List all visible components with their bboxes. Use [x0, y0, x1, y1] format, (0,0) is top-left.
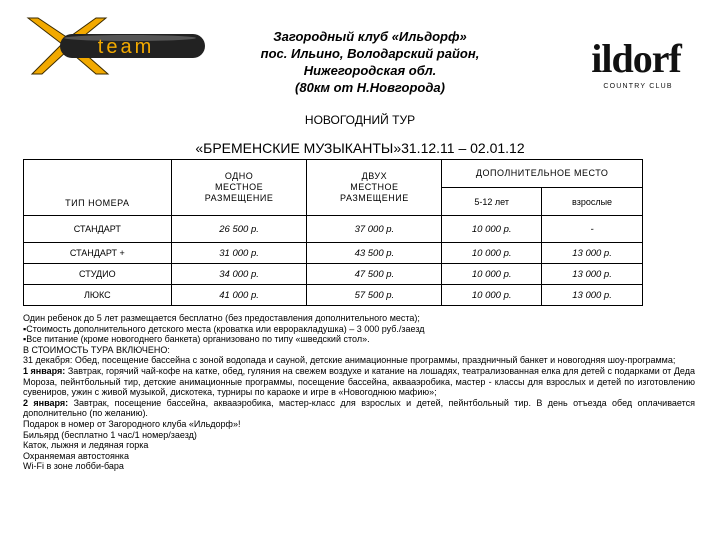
note-meals: ▪Все питание (кроме новогоднего банкета) организовано по типу «шведский стол».: [23, 334, 370, 345]
kids-price-cell: 10 000 р.: [442, 285, 542, 306]
program-text: Завтрак, горячий чай-кофе на катке, обед, гуляния на свежем воздухе и катание на лошадях, театрализованная елка для детей с подарками от Деда Мороза, пейнтбольный тир, детские анимационные программы, посещение бассейна, аквааэробика, мастер - классы для взрослых и детей по изготовлению сувениров, ужин с живой музыкой, дискотека, турниры по караоке и игре в «Новогоднюю мафию»;: [23, 365, 695, 398]
program-jan-2: [23, 398, 695, 419]
included-heading: В СТОИМОСТЬ ТУРА ВКЛЮЧЕНО:: [23, 344, 170, 355]
header-adults: взрослые: [542, 188, 643, 216]
note-gift: Подарок в номер от Загородного клуба «Ильдорф»!: [23, 418, 241, 429]
ildorf-logo: [582, 26, 690, 96]
single-price-cell: 41 000 р.: [171, 285, 307, 306]
note-skating: Каток, лыжня и ледяная горка: [23, 440, 149, 451]
club-header: [220, 28, 520, 96]
price-table: [23, 159, 643, 306]
club-address-line: пос. Ильино, Володарский район,: [260, 46, 480, 61]
header-extra-bed: ДОПОЛНИТЕЛЬНОЕ МЕСТО: [442, 160, 643, 188]
program-text: Завтрак, посещение бассейна, аквааэробика, мастер-класс для взрослых и детей, пейнтбольный тир. В день отъезда обед оплачивается дополнительно (по желанию).: [23, 397, 695, 419]
club-region: Нижегородская обл.: [303, 63, 437, 78]
note-extra-bed-cost: ▪Стоимость дополнительного детского места (кроватка или евроракладушка) – 3 000 руб./заезд: [23, 323, 425, 334]
adults-price-cell: 13 000 р.: [542, 243, 643, 264]
club-distance: (80км от Н.Новгорода): [295, 80, 445, 95]
header-single: ОДНО МЕСТНОЕ РАЗМЕЩЕНИЕ: [171, 160, 307, 216]
program-jan-1: [23, 366, 695, 398]
table-header-row: [24, 160, 643, 188]
adults-price-cell: 13 000 р.: [542, 264, 643, 285]
adults-price-cell: -: [542, 216, 643, 243]
program-date-label: 31 декабря:: [23, 355, 73, 366]
double-price-cell: 57 500 р.: [307, 285, 442, 306]
room-type-cell: ЛЮКС: [24, 285, 172, 306]
note-child-free: Один ребенок до 5 лет размещается бесплатно (без предоставления дополнительного места);: [23, 313, 420, 323]
header-kids: 5-12 лет: [442, 188, 542, 216]
double-price-cell: 47 500 р.: [307, 264, 442, 285]
single-price-cell: 34 000 р.: [171, 264, 307, 285]
adults-price-cell: 13 000 р.: [542, 285, 643, 306]
note-wifi: Wi-Fi в зоне лобби-бара: [23, 461, 124, 472]
xteam-logo: [10, 12, 210, 82]
program-dec-31: [23, 355, 695, 366]
double-price-cell: 43 500 р.: [307, 243, 442, 264]
kids-price-cell: 10 000 р.: [442, 243, 542, 264]
ildorf-logo-subtitle: COUNTRY CLUB: [603, 83, 673, 90]
kids-price-cell: 10 000 р.: [442, 216, 542, 243]
tour-notes: [23, 313, 695, 472]
program-date-label: 2 января:: [23, 397, 69, 408]
kids-price-cell: 10 000 р.: [442, 264, 542, 285]
single-price-cell: 31 000 р.: [171, 243, 307, 264]
tour-title: «БРЕМЕНСКИЕ МУЗЫКАНТЫ»31.12.11 – 02.01.12: [195, 140, 525, 156]
room-type-cell: СТАНДАРТ: [24, 216, 172, 243]
header-double: ДВУХ МЕСТНОЕ РАЗМЕЩЕНИЕ: [307, 160, 442, 216]
single-price-cell: 26 500 р.: [171, 216, 307, 243]
program-date-label: 1 января:: [23, 365, 66, 376]
program-text: Обед, посещение бассейна с зоной водопада и сауной, детские анимационные программы, праздничный банкет и новогодняя шоу-программа;: [72, 355, 676, 366]
ildorf-logo-text: ildorf: [591, 36, 681, 81]
note-parking: Охраняемая автостоянка: [23, 450, 129, 461]
double-price-cell: 37 000 р.: [307, 216, 442, 243]
table-row: [24, 285, 643, 306]
table-row: [24, 216, 643, 243]
table-row: [24, 264, 643, 285]
tour-label: НОВОГОДНИЙ ТУР: [304, 113, 416, 127]
room-type-cell: СТАНДАРТ +: [24, 243, 172, 264]
logo-text: team: [97, 36, 155, 58]
club-name: Загородный клуб «Ильдорф»: [273, 29, 467, 44]
table-row: [24, 243, 643, 264]
note-billiards: Бильярд (бесплатно 1 час/1 номер/заезд): [23, 429, 197, 440]
room-type-cell: СТУДИО: [24, 264, 172, 285]
header-room-type: ТИП НОМЕРА: [24, 160, 172, 216]
